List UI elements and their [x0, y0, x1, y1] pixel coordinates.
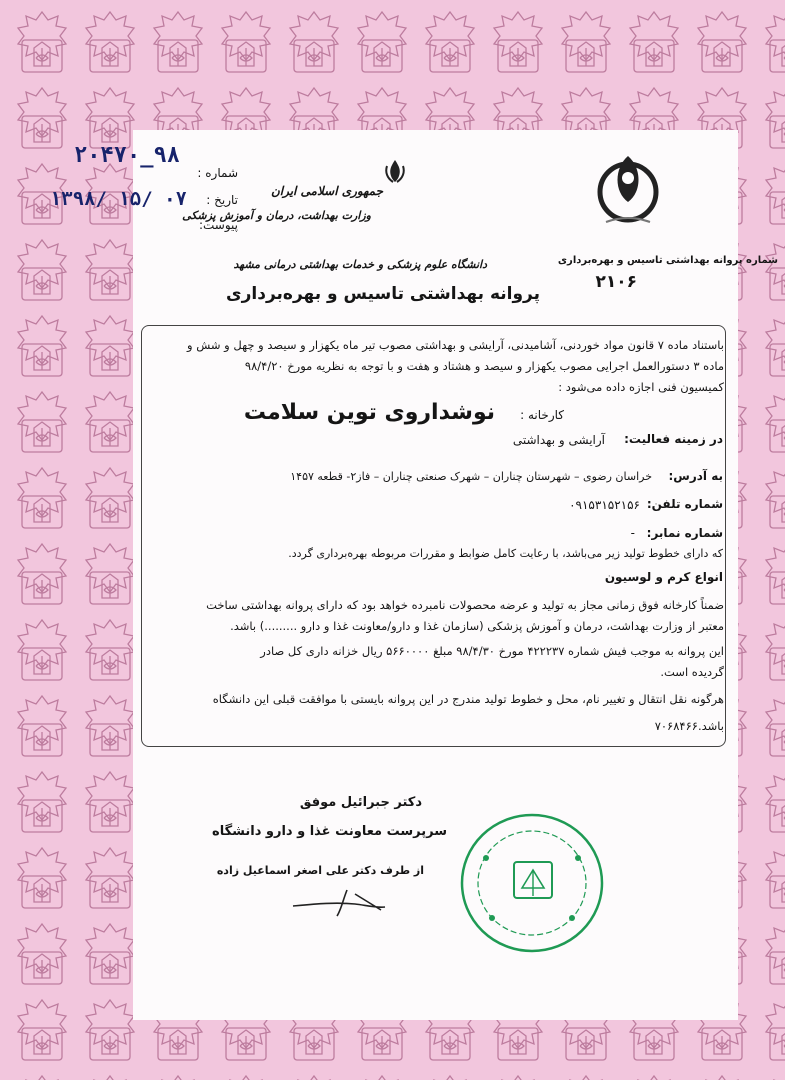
official-stamp — [456, 808, 608, 958]
activity-label: در زمینه فعالیت: — [624, 432, 723, 446]
attachment-label: پیوست: — [198, 218, 238, 232]
on-behalf-text: از طرف دکتر علی اصغر اسماعیل زاده — [216, 864, 424, 877]
factory-label: کارخانه : — [520, 408, 564, 422]
activity-value: آرایشی و بهداشتی — [512, 433, 605, 447]
intro-line-1: باستناد ماده ۷ قانون مواد خوردنی، آشامیدنی، آرایشی و بهداشتی مصوب تیر ماه یکهزار و سیصد و چهل و شش و — [186, 338, 724, 352]
note-line-1: ضمناً کارخانه فوق زمانی مجاز به تولید و عرضه محصولات نامبرده خواهد بود که دارای پروانه بهداشتی ساخت — [206, 598, 724, 612]
note-line-2: معتبر از وزارت بهداشت، درمان و آموزش پزشکی (سازمان غذا و دارو/معاونت غذا و دارو .........) باشد. — [230, 619, 724, 633]
signatory-name: دکتر جبرائیل موفق — [299, 795, 422, 810]
fee-line-1: این پروانه به موجب فیش شماره ۴۲۲۲۳۷ مورخ ۹۸/۴/۳۰ مبلغ ۵۶۶۰۰۰۰ ریال خزانه داری کل صادر — [260, 644, 724, 658]
phone-value: ۰۹۱۵۳۱۵۲۱۵۶ — [569, 498, 640, 512]
quality-logo-icon — [592, 148, 664, 238]
document-title: پروانه بهداشتی تاسیس و بهره‌برداری — [226, 284, 540, 304]
handwritten-signature — [285, 880, 415, 920]
factory-name: نوشداروی توین سلامت — [243, 400, 495, 425]
signatory-position: سرپرست معاونت غذا و دارو دانشگاه — [212, 824, 447, 839]
address-value: خراسان رضوی – شهرستان چناران – شهرک صنعتی چناران – فاز۲- قطعه ۱۴۵۷ — [290, 470, 652, 483]
fax-label: شماره نمابر: — [646, 526, 723, 540]
license-number-value: ۲۱۰۶ — [595, 272, 637, 292]
product-line: انواع کرم و لوسیون — [604, 570, 723, 584]
license-number-label: شماره پروانه بهداشتی تاسیس و بهره‌برداری — [557, 255, 778, 266]
date-label: تاریخ : — [206, 193, 238, 207]
intro-line-3: کمیسیون فنی اجازه داده می‌شود : — [558, 380, 724, 394]
transfer-line-1: هرگونه نقل انتقال و تغییر نام، محل و خطوط تولید مندرج در این پروانه بایستی با موافقت قبلی این دانشگاه — [212, 692, 724, 706]
address-label: به آدرس: — [668, 469, 723, 483]
ministry-line-1: جمهوری اسلامی ایران — [270, 184, 383, 198]
ministry-line-2: وزارت بهداشت، درمان و آموزش پزشکی — [182, 209, 371, 222]
number-value: ۹۸_۲۰۴۷۰ — [74, 143, 180, 168]
fee-line-2: گردیده است. — [660, 665, 724, 679]
ministry-line-3: دانشگاه علوم پزشکی و خدمات بهداشتی درمانی مشهد — [233, 258, 487, 271]
fax-value: - — [630, 526, 635, 540]
iran-emblem-icon — [383, 158, 407, 184]
transfer-line-2: باشد.۷۰۶۸۴۶۶ — [654, 719, 724, 733]
phone-label: شماره تلفن: — [646, 497, 723, 511]
date-value: ۱۳۹۸/ ۱۵/ ۰۷ — [49, 188, 187, 210]
number-label: شماره : — [197, 166, 238, 180]
intro-line-2: ماده ۳ دستورالعمل اجرایی مصوب یکهزار و سیصد و هشتاد و هفت و با توجه به نظریه مورخ ۹۸/۴/۲۰ — [244, 359, 724, 373]
production-text: که دارای خطوط تولید زیر می‌باشد، با رعایت کامل ضوابط و مقررات مربوطه بهره‌برداری گردد. — [288, 547, 723, 560]
